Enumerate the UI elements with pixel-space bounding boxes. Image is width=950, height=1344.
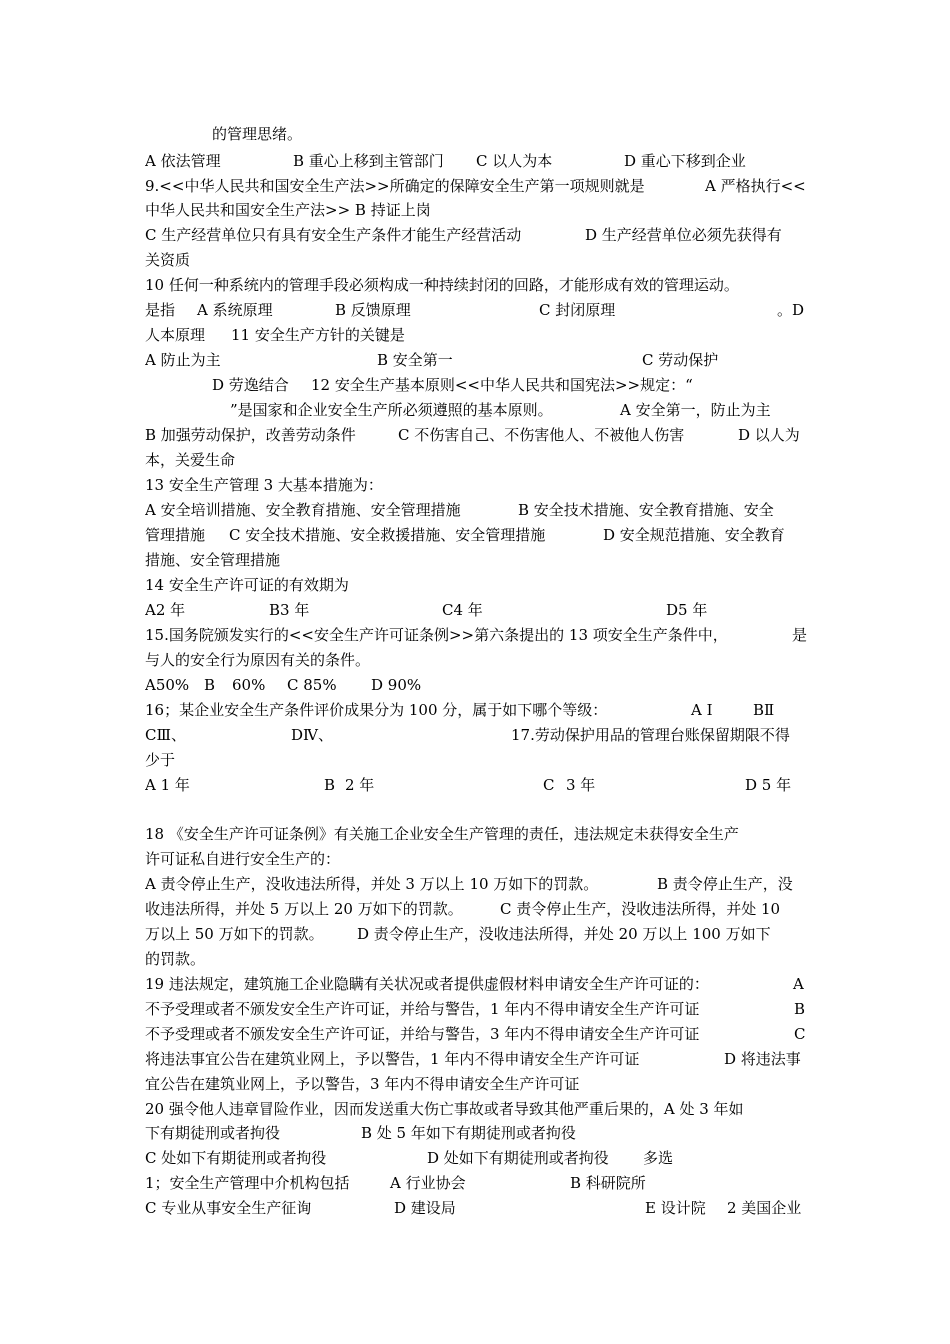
text-line (145, 872, 807, 896)
answer-option: C 责令停止生产，没收违法所得，并处 10 (500, 900, 781, 918)
question-text: 20 强令他人违章冒险作业，因而发送重大伤亡事故或者导致其他严重后果的，A 处 3 年如 (145, 1100, 744, 1118)
text-line (145, 997, 807, 1021)
text-run: 关资质 (145, 251, 191, 269)
question-line (145, 573, 807, 597)
answer-option: D 90% (371, 676, 422, 694)
answer-option: A 责令停止生产，没收违法所得，并处 3 万以上 10 万如下的罚款。 (145, 875, 599, 893)
text-run: 下有期徒刑或者拘役 (145, 1124, 281, 1142)
text-line (145, 947, 807, 971)
answer-option: C4 年 (442, 601, 483, 619)
text-line (145, 548, 807, 572)
question-line (145, 822, 807, 846)
answer-option: D5 年 (666, 601, 708, 619)
answer-option: B 处 5 年如下有期徒刑或者拘役 (361, 1124, 576, 1142)
text-line (145, 1022, 807, 1046)
answer-option: C 不伤害自己、不伤害他人、不被他人伤害 (398, 426, 685, 444)
text-line (145, 323, 807, 347)
question-line (145, 698, 807, 722)
answer-option: B 安全技术措施、安全教育措施、安全 (518, 501, 774, 519)
answer-option: B 责令停止生产，没 (657, 875, 793, 893)
text-line (145, 122, 807, 146)
text-run: 的管理思绪。 (212, 125, 303, 143)
answer-option: C 劳动保护 (642, 351, 719, 369)
answer-option: A Ⅰ (691, 701, 713, 719)
text-line (145, 1072, 807, 1096)
text-run: 收违法所得，并处 5 万以上 20 万如下的罚款。 (145, 900, 463, 918)
question-text: 是 (792, 626, 807, 644)
answer-option: B 科研院所 (570, 1174, 646, 1192)
answer-option: C 安全技术措施、安全救援措施、安全管理措施 (229, 526, 546, 544)
text-line (145, 423, 807, 447)
text-line (145, 373, 807, 397)
text-line (145, 448, 807, 472)
text-line (145, 922, 807, 946)
question-text: 10 任何一种系统内的管理手段必须构成一种持续封闭的回路，才能形成有效的管理运动。 (145, 276, 739, 294)
text-run: 少于 (145, 751, 176, 769)
text-line (145, 398, 807, 422)
text-line (145, 149, 807, 173)
answer-option: C 以人为本 (476, 152, 553, 170)
answer-option: D 5 年 (745, 776, 792, 794)
answer-option: D 建设局 (394, 1199, 456, 1217)
answer-option: C 封闭原理 (539, 301, 616, 319)
answer-option: A2 年 (145, 601, 186, 619)
question-text: 16；某企业安全生产条件评价成果分为 100 分，属于如下哪个等级： (145, 701, 608, 719)
answer-option: A 防止为主 (145, 351, 221, 369)
answer-option: D 将违法事 (724, 1050, 801, 1068)
question-text: 2 美国企业 (727, 1199, 802, 1217)
question-line (145, 623, 807, 647)
answer-option: A 系统原理 (197, 301, 273, 319)
answer-option: 人本原理 (145, 326, 206, 344)
text-line (145, 1121, 807, 1145)
answer-option: E 设计院 (645, 1199, 706, 1217)
section-label: 多选 (643, 1149, 674, 1167)
question-line (145, 972, 807, 996)
text-line (145, 348, 807, 372)
question-text: 1；安全生产管理中介机构包括 (145, 1174, 350, 1192)
text-run: 宜公告在建筑业网上，予以警告，3 年内不得申请安全生产许可证 (145, 1075, 580, 1093)
question-line (145, 273, 807, 297)
text-line (145, 748, 807, 772)
answer-option: C 85% (287, 676, 337, 694)
question-text: 15.国务院颁发实行的<<安全生产许可证条例>>第六条提出的 13 项安全生产条件中， (145, 626, 728, 644)
question-text: 9.<<中华人民共和国安全生产法>>所确定的保障安全生产第一项规则就是 (145, 177, 645, 195)
answer-option: A 安全第一，防止为主 (620, 401, 771, 419)
answer-option: B (324, 776, 336, 794)
text-line (145, 523, 807, 547)
text-run: 不予受理或者不颁发安全生产许可证，并给与警告，3 年内不得申请安全生产许可证 (145, 1025, 700, 1043)
text-line (145, 1146, 807, 1170)
text-line (145, 1196, 807, 1220)
text-run: 的罚款。 (145, 950, 206, 968)
text-run: 管理措施 (145, 526, 206, 544)
answer-option: C 生产经营单位只有具有安全生产条件才能生产经营活动 (145, 226, 522, 244)
answer-option: 。D (777, 301, 805, 319)
text-run: 万以上 50 万如下的罚款。 (145, 925, 324, 943)
answer-option: B 反馈原理 (335, 301, 411, 319)
answer-option: B3 年 (269, 601, 310, 619)
question-text: ”是国家和企业安全生产所必须遵照的基本原则。 (230, 401, 553, 419)
answer-option: C 专业从事安全生产征询 (145, 1199, 312, 1217)
answer-option: CⅢ、 (145, 726, 186, 744)
text-run: 将违法事宜公告在建筑业网上，予以警告，1 年内不得申请安全生产许可证 (145, 1050, 640, 1068)
answer-option: D 责令停止生产，没收违法所得，并处 20 万以上 100 万如下 (357, 925, 771, 943)
answer-option: D 重心下移到企业 (624, 152, 746, 170)
question-line (145, 473, 807, 497)
answer-option: D 安全规范措施、安全教育 (603, 526, 785, 544)
answer-option: A 1 年 (145, 776, 190, 794)
answer-option: D 劳逸结合 (212, 376, 289, 394)
question-line (145, 174, 807, 198)
text-line (145, 598, 807, 622)
text-run: 是指 (145, 301, 176, 319)
question-text: 19 违法规定，建筑施工企业隐瞒有关状况或者提供虚假材料申请安全生产许可证的： (145, 975, 709, 993)
answer-option: BⅡ (753, 701, 775, 719)
answer-option: C (794, 1025, 806, 1043)
text-line (145, 847, 807, 871)
answer-option: A 依法管理 (145, 152, 221, 170)
answer-option: B 加强劳动保护，改善劳动条件 (145, 426, 356, 444)
question-text: 18 《安全生产许可证条例》有关施工企业安全生产管理的责任，违法规定未获得安全生产 (145, 825, 739, 843)
answer-option: B 重心上移到主管部门 (293, 152, 444, 170)
text-line (145, 223, 807, 247)
answer-option: D 生产经营单位必须先获得有 (585, 226, 782, 244)
answer-option: A 严格执行<< (705, 177, 806, 195)
text-line (145, 248, 807, 272)
text-line (145, 498, 807, 522)
question-text: 17.劳动保护用品的管理台账保留期限不得 (511, 726, 790, 744)
answer-option: D 处如下有期徒刑或者拘役 (427, 1149, 609, 1167)
question-line (145, 1171, 807, 1195)
text-line (145, 648, 807, 672)
text-run: 中华人民共和国安全生产法>> B 持证上岗 (145, 201, 431, 219)
answer-option: 2 年 (345, 776, 375, 794)
answer-option: B (204, 676, 216, 694)
question-text: 13 安全生产管理 3 大基本措施为： (145, 476, 383, 494)
answer-option: DⅣ、 (291, 726, 334, 744)
text-line (145, 723, 807, 747)
answer-option: C (543, 776, 555, 794)
answer-option: A 安全培训措施、安全教育措施、安全管理措施 (145, 501, 461, 519)
answer-option: A (793, 975, 804, 993)
text-run: 不予受理或者不颁发安全生产许可证，并给与警告，1 年内不得申请安全生产许可证 (145, 1000, 700, 1018)
answer-option: B 安全第一 (377, 351, 453, 369)
answer-option: A 行业协会 (390, 1174, 466, 1192)
text-line (145, 298, 807, 322)
question-text: 11 安全生产方针的关键是 (231, 326, 405, 344)
answer-option: D 以人为 (738, 426, 800, 444)
answer-option: 60% (232, 676, 266, 694)
text-run: 许可证私自进行安全生产的： (145, 850, 341, 868)
answer-option: 3 年 (566, 776, 596, 794)
answer-option: B (794, 1000, 806, 1018)
text-line (145, 897, 807, 921)
answer-option: A50% (145, 676, 190, 694)
answer-option: C 处如下有期徒刑或者拘役 (145, 1149, 327, 1167)
question-text: 14 安全生产许可证的有效期为 (145, 576, 349, 594)
question-line (145, 1097, 807, 1121)
text-line (145, 1047, 807, 1071)
text-run: 措施、安全管理措施 (145, 551, 281, 569)
text-line (145, 673, 807, 697)
text-run: 与人的安全行为原因有关的条件。 (145, 651, 371, 669)
text-line (145, 198, 807, 222)
text-line (145, 773, 807, 797)
text-run: 本，关爱生命 (145, 451, 236, 469)
question-text: 12 安全生产基本原则<<中华人民共和国宪法>>规定：“ (311, 376, 693, 394)
